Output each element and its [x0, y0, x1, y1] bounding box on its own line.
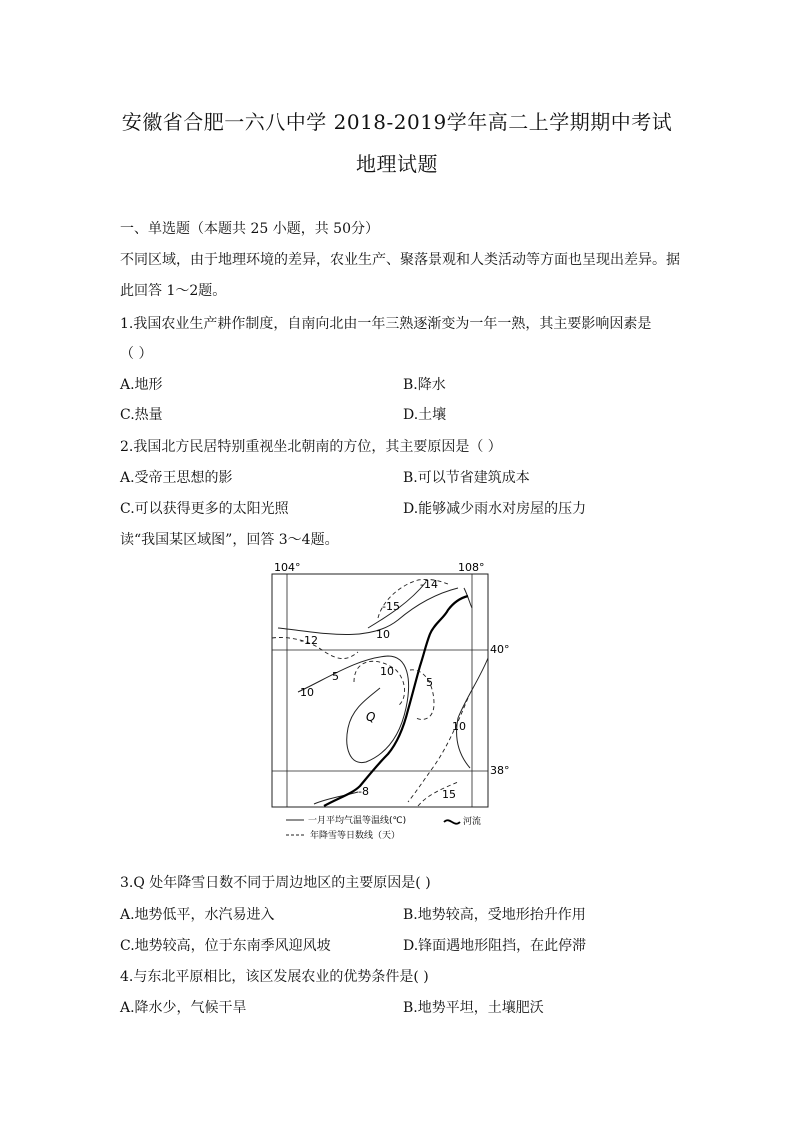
contour-label: 10	[300, 686, 314, 699]
contour-label: 5	[426, 676, 433, 689]
q3-option-c: C.地势较高，位于东南季风迎风坡	[120, 938, 331, 954]
contour-label: 10	[380, 665, 394, 678]
q3-option-a: A.地势低平，水汽易进入	[120, 907, 275, 923]
legend-snow-label: 年降雪等日数线（天）	[310, 831, 401, 841]
isotherm-line	[314, 792, 358, 804]
legend-river-swatch	[444, 820, 460, 823]
q4-option-b: B.地势平坦，土壤肥沃	[403, 1000, 544, 1016]
lat-label-38: 38°	[490, 764, 510, 777]
exam-title: 安徽省合肥一六八中学 2018-2019学年高二上学期期中考试	[121, 110, 673, 134]
section-heading: 一、单选题（本题共 25 小题，共 50分）	[120, 221, 379, 237]
legend-isotherm-label: 一月平均气温等温线(℃)	[308, 816, 407, 826]
q1-option-a: A.地形	[120, 377, 163, 393]
lon-label-108: 108°	[458, 561, 485, 574]
contour-label: 5	[332, 670, 339, 683]
contour-label: 10	[376, 628, 390, 641]
q3-option-b: B.地势较高，受地形抬升作用	[403, 907, 586, 923]
q1-option-c: C.热量	[120, 407, 163, 423]
river-main	[324, 596, 468, 806]
q2-option-d: D.能够减少雨水对房屋的压力	[403, 501, 587, 517]
q2-option-b: B.可以节省建筑成本	[403, 470, 530, 486]
q1-stem-line-2: （ ）	[120, 346, 153, 362]
q1-stem-line-1: 1.我国农业生产耕作制度，自南向北由一年三熟逐渐变为一年一熟，其主要影响因素是	[120, 316, 652, 332]
q3-stem: 3.Q 处年降雪日数不同于周边地区的主要原因是( )	[120, 875, 431, 891]
q3-option-d: D.锋面遇地形阻挡，在此停滞	[403, 938, 587, 954]
lon-label-104: 104°	[274, 561, 301, 574]
intro-text-line-2: 此回答 1～2题。	[120, 283, 227, 299]
contour-label: -14	[420, 578, 438, 591]
contour-label: 15	[442, 788, 456, 801]
lat-label-40: 40°	[490, 643, 510, 656]
q2-option-c: C.可以获得更多的太阳光照	[120, 501, 289, 517]
contour-label: -12	[300, 634, 318, 647]
q4-stem: 4.与东北平原相比，该区发展农业的优势条件是( )	[120, 969, 429, 985]
intro-text-line-1: 不同区域，由于地理环境的差异，农业生产、聚落景观和人类活动等方面也呈现出差异。据	[120, 252, 680, 268]
exam-subtitle: 地理试题	[356, 152, 438, 176]
point-q-label: Q	[366, 710, 376, 724]
region-map	[258, 558, 510, 844]
map-intro: 读“我国某区域图”，回答 3～4题。	[120, 532, 339, 548]
contour-label: -8	[358, 785, 369, 798]
q4-option-a: A.降水少，气候干旱	[120, 1000, 247, 1016]
legend-river-label: 河流	[463, 817, 482, 827]
q1-option-d: D.土壤	[403, 407, 447, 423]
q2-stem: 2.我国北方民居特别重视坐北朝南的方位，其主要原因是（ ）	[120, 439, 502, 455]
q2-option-a: A.受帝王思想的影	[120, 470, 233, 486]
contour-label: 10	[452, 720, 466, 733]
contour-label: -15	[382, 600, 400, 613]
q1-option-b: B.降水	[403, 377, 446, 393]
